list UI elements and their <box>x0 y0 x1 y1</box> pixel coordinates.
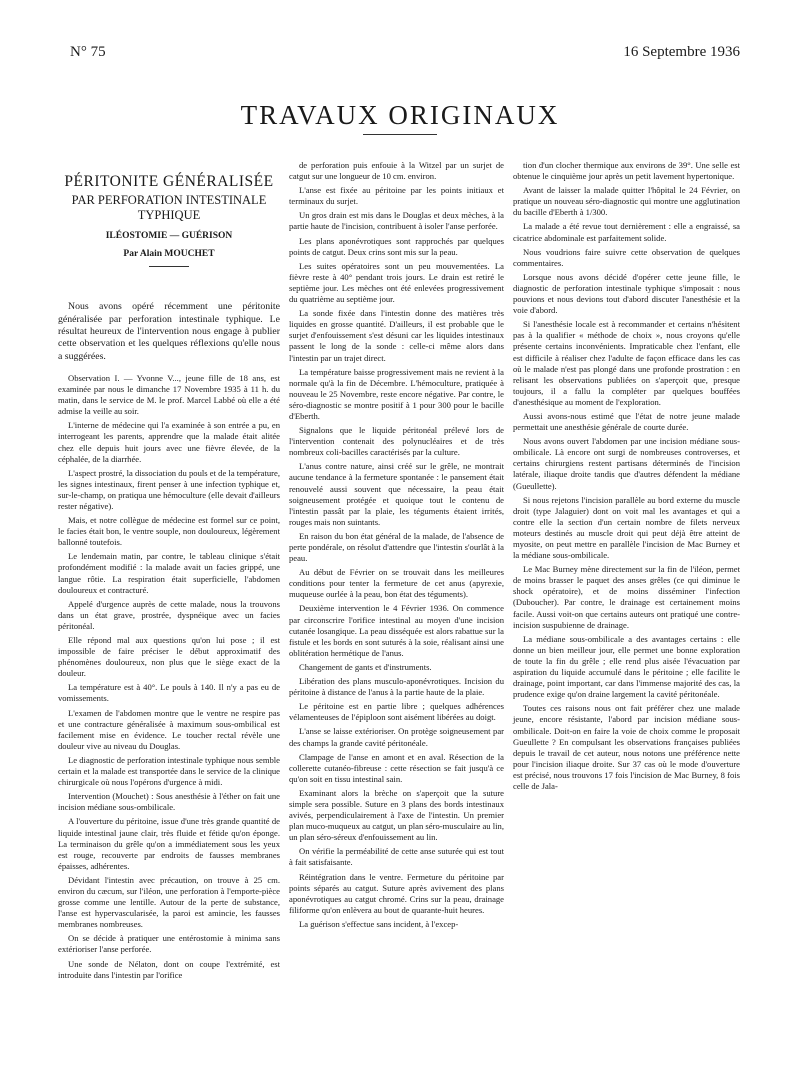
article-heading <box>58 173 280 267</box>
paragraph: Le péritoine est en partie libre ; quelques adhérences vélamenteuses de l'épiploon sont aisément libérées au doigt. <box>289 701 504 723</box>
article-subtitle: ILÉOSTOMIE — GUÉRISON <box>105 231 233 242</box>
column-1 <box>58 173 280 984</box>
paragraph: Le lendemain matin, par contre, le tableau clinique s'était profondément modifié : la malade avait un facies grippé, une langue rôtie. La respiration était superficielle, l'abdomen douloureux et contracturé. <box>58 551 280 595</box>
paragraph: La malade a été revue tout dernièrement : elle a engraissé, sa cicatrice abdominale est parfaitement solide. <box>513 221 740 243</box>
paragraph: A l'ouverture du péritoine, issue d'une très grande quantité de liquide intestinal jaune clair, très fluide et fétide qu'on éponge. La terminaison du grêle qu'on a immédiatement sous les yeux est rouge, recouverte par endroits de fausses membranes épaisses, adhérentes. <box>58 816 280 871</box>
paragraph: Si l'anesthésie locale est à recommander et certains n'hésitent pas à la qualifier « méthode de choix », nous croyons qu'elle présente certains inconvénients. Impraticable chez l'enfant, elle est difficile à réaliser chez l'adulte de façon efficace dans les cas où le malade n'est pas plongé dans une profonde prostration : en relisant les observations publiées on s'aperçoit que, presque toujours, il a fallu la compléter par quelques bouffées d'anesthésique au moment de l'exploration. <box>513 319 740 407</box>
paragraph: Libération des plans musculo-aponévrotiques. Incision du péritoine à distance de l'anus à la partie haute de la plaie. <box>289 676 504 698</box>
paragraph: Nous voudrions faire suivre cette observation de quelques commentaires. <box>513 246 740 268</box>
section-title: TRAVAUX ORIGINAUX <box>240 100 560 130</box>
paragraph: Intervention (Mouchet) : Sous anesthésie à l'éther on fait une incision médiane sous-ombilicale. <box>58 791 280 813</box>
paragraph: La guérison s'effectue sans incident, à l'excep- <box>299 918 459 929</box>
paragraph: L'examen de l'abdomen montre que le ventre ne respire pas et une contracture généralisée à maximum sous-ombilical est facilement mise en évidence. Le toucher rectal révèle une douleur vive au niveau du Douglas. <box>58 707 280 751</box>
author-rule <box>149 266 189 267</box>
paragraph: L'anus contre nature, ainsi créé sur le grêle, ne montrait aucune tendance à la fermeture spontanée : le pansement était renouvelé aussi souvent que nécessaire, la peau était soigneusement protégée et quoique tout le contenu de l'intestin passât par la plaie, les téguments étaient irrités, rouges mais non suintants. <box>289 461 504 527</box>
column-1-body <box>58 301 280 980</box>
column-2-body <box>289 160 504 930</box>
page-header <box>60 44 740 64</box>
paragraph: Signalons que le liquide péritonéal prélevé lors de l'intervention contenait des polynucléaires et de très nombreux coli-bacilles caractérisés par la culture. <box>289 425 504 458</box>
paragraph: En raison du bon état général de la malade, de l'absence de perte pondérale, on résolut d'attendre que l'intestin s'ourlât à la peau. <box>289 530 504 564</box>
paragraph: Deuxième intervention le 4 Février 1936. On commence par circonscrire l'orifice intestinal au moyen d'une incision cutanée losangique. La peau disséquée est alors rabattue sur la fistule et les bords en sont suturés à la soie, réalisant ainsi une oblitération hermétique de l'anus. <box>289 603 504 658</box>
paragraph: Toutes ces raisons nous ont fait préférer chez une malade jeune, encore résistante, l'abord par incision médiane sous-ombilicale. Doit-on en faire la voie de choix comme le proposait Gueullette ? En compulsant les observations françaises publiées depuis le travail de cet auteur, nous notons une préférence nette pour l'incision iliaque droite. Sur 37 cas où le mode d'ouverture est précisé, nous trouvons 17 fois l'incision de Mac Burney, 8 fois celle de Jala- <box>513 703 740 791</box>
paragraph: L'interne de médecine qui l'a examinée à son entrée a pu, en interrogeant les parents, apprendre que la malade était alitée chez elle depuis huit jours avec une fièvre élevée, de la céphalée, de la diarrhée. <box>58 420 280 464</box>
paragraph: On vérifie la perméabilité de cette anse suturée qui est tout à fait satisfaisante. <box>289 846 504 868</box>
paragraph: Aussi avons-nous estimé que l'état de notre jeune malade permettait une anesthésie générale de courte durée. <box>513 410 740 433</box>
column-2 <box>289 160 504 933</box>
article-title-line-3: TYPHIQUE <box>137 208 201 223</box>
paragraph: Mais, et notre collègue de médecine est formel sur ce point, le facies était bon, le ventre souple, non douloureux, légèrement ballonné toutefois. <box>58 515 280 548</box>
paragraph: Au début de Février on se trouvait dans les meilleures conditions pour tenter la fermeture de cet anus (apyrexie, muqueuse ourlée à la peau, bon état des téguments). <box>289 567 504 600</box>
paragraph: Observation I. — Yvonne V..., jeune fille de 18 ans, est examinée par nous le dimanche 17 Novembre 1935 à 11 h. du matin, dans le service de M. le prof. Marcel Labbé où elle a été admise la veille au soir. <box>58 372 280 417</box>
paragraph: La température baisse progressivement mais ne revient à la normale qu'à la fin de Décembre. L'hémoculture, pratiquée à nouveau le 25 Novembre, reste encore négative. Par contre, le séro-diagnostic se montre positif à 1 pour 300 pour le bacille d'Eberth. <box>289 366 504 421</box>
paragraph: Avant de laisser la malade quitter l'hôpital le 24 Février, on pratique un nouveau séro-diagnostic qui montre une agglutination du bacille d'Eberth à 1/300. <box>513 185 740 218</box>
article-title-line-1: PÉRITONITE GÉNÉRALISÉE <box>64 173 274 190</box>
paragraph: de perforation puis enfouie à la Witzel par un surjet de catgut sur une longueur de 10 cm. environ. <box>289 160 504 182</box>
paragraph: L'anse est fixée au péritoine par les points initiaux et terminaux du surjet. <box>289 185 504 207</box>
article-author: Par Alain MOUCHET <box>123 249 215 260</box>
column-3 <box>513 160 740 795</box>
paragraph: Nous avons opéré récemment une péritonite généralisée par perforation intestinale typhique. Le résultat heureux de l'intervention nous engage à publier cette observation et les quelques réflexions qu'elle nous a suggérées. <box>58 301 280 362</box>
paragraph: L'anse se laisse extérioriser. On protège soigneusement par des champs la grande cavité péritonéale. <box>289 726 504 748</box>
paragraph: Les plans aponévrotiques sont rapprochés par quelques points de catgut. Deux crins sont mis sur la peau. <box>289 235 504 257</box>
paragraph: L'aspect prostré, la dissociation du pouls et de la température, les signes intestinaux, firent penser à une infection typhique et, sur-le-champ, on pratiqua une hémoculture (elle devait d'ailleurs rester négative). <box>58 467 280 511</box>
paragraph: Nous avons ouvert l'abdomen par une incision médiane sous-ombilicale. Là encore ont surgi de nombreuses controverses, et certains chirurgiens restent partisans déterminés de l'incision latérale, iliaque droite tandis que d'autres défendent la médiane (Gueullette). <box>513 436 740 491</box>
paragraph: Le diagnostic de perforation intestinale typhique nous semble certain et la malade est transportée dans le service de la clinique chirurgicale où nous l'opérons d'urgence à midi. <box>58 754 280 788</box>
paragraph: La sonde fixée dans l'intestin donne des matières très liquides en grosse quantité. D'ailleurs, il est probable que le surjet d'enfouissement s'est désuni car les liquides intestinaux passent le long de la sonde : celle-ci même alors dans l'intestin par un trajet direct. <box>289 308 504 363</box>
paragraph: Elle répond mal aux questions qu'on lui pose ; il est impossible de faire préciser le début approximatif des phénomènes douloureux, non plus que le siège exact de la douleur. <box>58 635 280 679</box>
paragraph: Examinant alors la brèche on s'aperçoit que la suture simple sera possible. Suture en 3 plans des bords intestinaux avivés, perpendiculairement à l'axe de l'intestin. Un premier plan muco-muqueux au catgut, un plan séro-musculaire au lin, un plan séro-séreux d'enfouissement au lin. <box>289 787 504 843</box>
paragraph: Si nous rejetons l'incision parallèle au bord externe du muscle droit (type Jalaguier) dont on voit mal les avantages et qui a contre elle la section d'un certain nombre de filets nerveux moteurs destinés au muscle droit qui peut déjà être atteint de myosite, on peut mettre en parallèle l'incision de Mac Burney et la médiane sous-ombilicale. <box>513 494 740 561</box>
paragraph: Dévidant l'intestin avec précaution, on trouve à 25 cm. environ du cæcum, sur l'iléon, une perforation à l'emporte-pièce grosse comme une lentille. Autour de la perte de substance, l'anse est hypervascularisée, la paroi est amincie, les fausses membranes nombreuses. <box>58 874 280 930</box>
paragraph: Le Mac Burney mène directement sur la fin de l'iléon, permet de moins brasser le paquet des anses grêles (ce qui diminue le shock opératoire), et de moins disséminer l'infection (Duboucher). Par contre, le drainage est certainement moins facile. Aussi voit-on que certains auteurs ont pratiqué une contre-incision suspubienne de drainage. <box>513 564 740 630</box>
title-rule <box>363 134 437 135</box>
paragraph: Les suites opératoires sont un peu mouvementées. La fièvre reste à 40° pendant trois jours. Le drain est retiré le septième jour. Les mèches ont été enlevées progressivement du quatrième au septième jour. <box>289 260 504 305</box>
paragraph: La température est à 40°. Le pouls à 140. Il n'y a pas eu de vomissements. <box>58 682 280 704</box>
column-3-body <box>513 160 740 792</box>
issue-date: 16 Septembre 1936 <box>623 44 740 60</box>
paragraph: La médiane sous-ombilicale a des avantages certains : elle donne un bien meilleur jour, elle permet une bonne exploration de toute la fin du grêle ; elle rend plus aisée l'évacuation par aspiration du liquide accumulé dans le péritoine ; elle facilite le drainage, point important, car dans l'immense majorité des cas, la prudence exige qu'on draine largement la cavité péritonéale. <box>513 633 740 700</box>
paragraph: Changement de gants et d'instruments. <box>299 661 432 672</box>
paragraph: tion d'un clocher thermique aux environs de 39°. Une selle est obtenue le cinquième jour après un petit lavement hypertonique. <box>513 160 740 182</box>
paragraph: Lorsque nous avons décidé d'opérer cette jeune fille, le diagnostic de perforation intestinale typhique s'imposait : nous pouvions et nous devions tout d'abord discuter l'anesthésie et la voie d'abord. <box>513 271 740 316</box>
paragraph: Réintégration dans le ventre. Fermeture du péritoine par points séparés au catgut. Suture après avivement des plans aponévrotiques au catgut chromé. Crins sur la peau, drainage filiforme qu'on enlèvera au bout de quarante-huit heures. <box>289 871 504 915</box>
issue-number: N° 75 <box>70 44 106 60</box>
paragraph: Un gros drain est mis dans le Douglas et deux mèches, à la partie haute de l'incision, contribuent à isoler l'anse perforée. <box>289 210 504 232</box>
paragraph: Appelé d'urgence auprès de cette malade, nous la trouvons dans un état grave, prostrée, dyspnéique avec un facies péritonéal. <box>58 598 280 631</box>
article-title-line-2: PAR PERFORATION INTESTINALE <box>71 193 267 208</box>
paragraph: Une sonde de Nélaton, dont on coupe l'extrémité, est introduite dans l'intestin par l'orifice <box>58 958 280 980</box>
paragraph: Clampage de l'anse en amont et en aval. Résection de la collerette cutanéo-fibreuse : cette résection se fait jusqu'à ce qu'on soit en tissu intestinal sain. <box>289 751 504 784</box>
paragraph: On se décide à pratiquer une entérostomie à minima sans extérioriser l'anse perforée. <box>58 933 280 955</box>
